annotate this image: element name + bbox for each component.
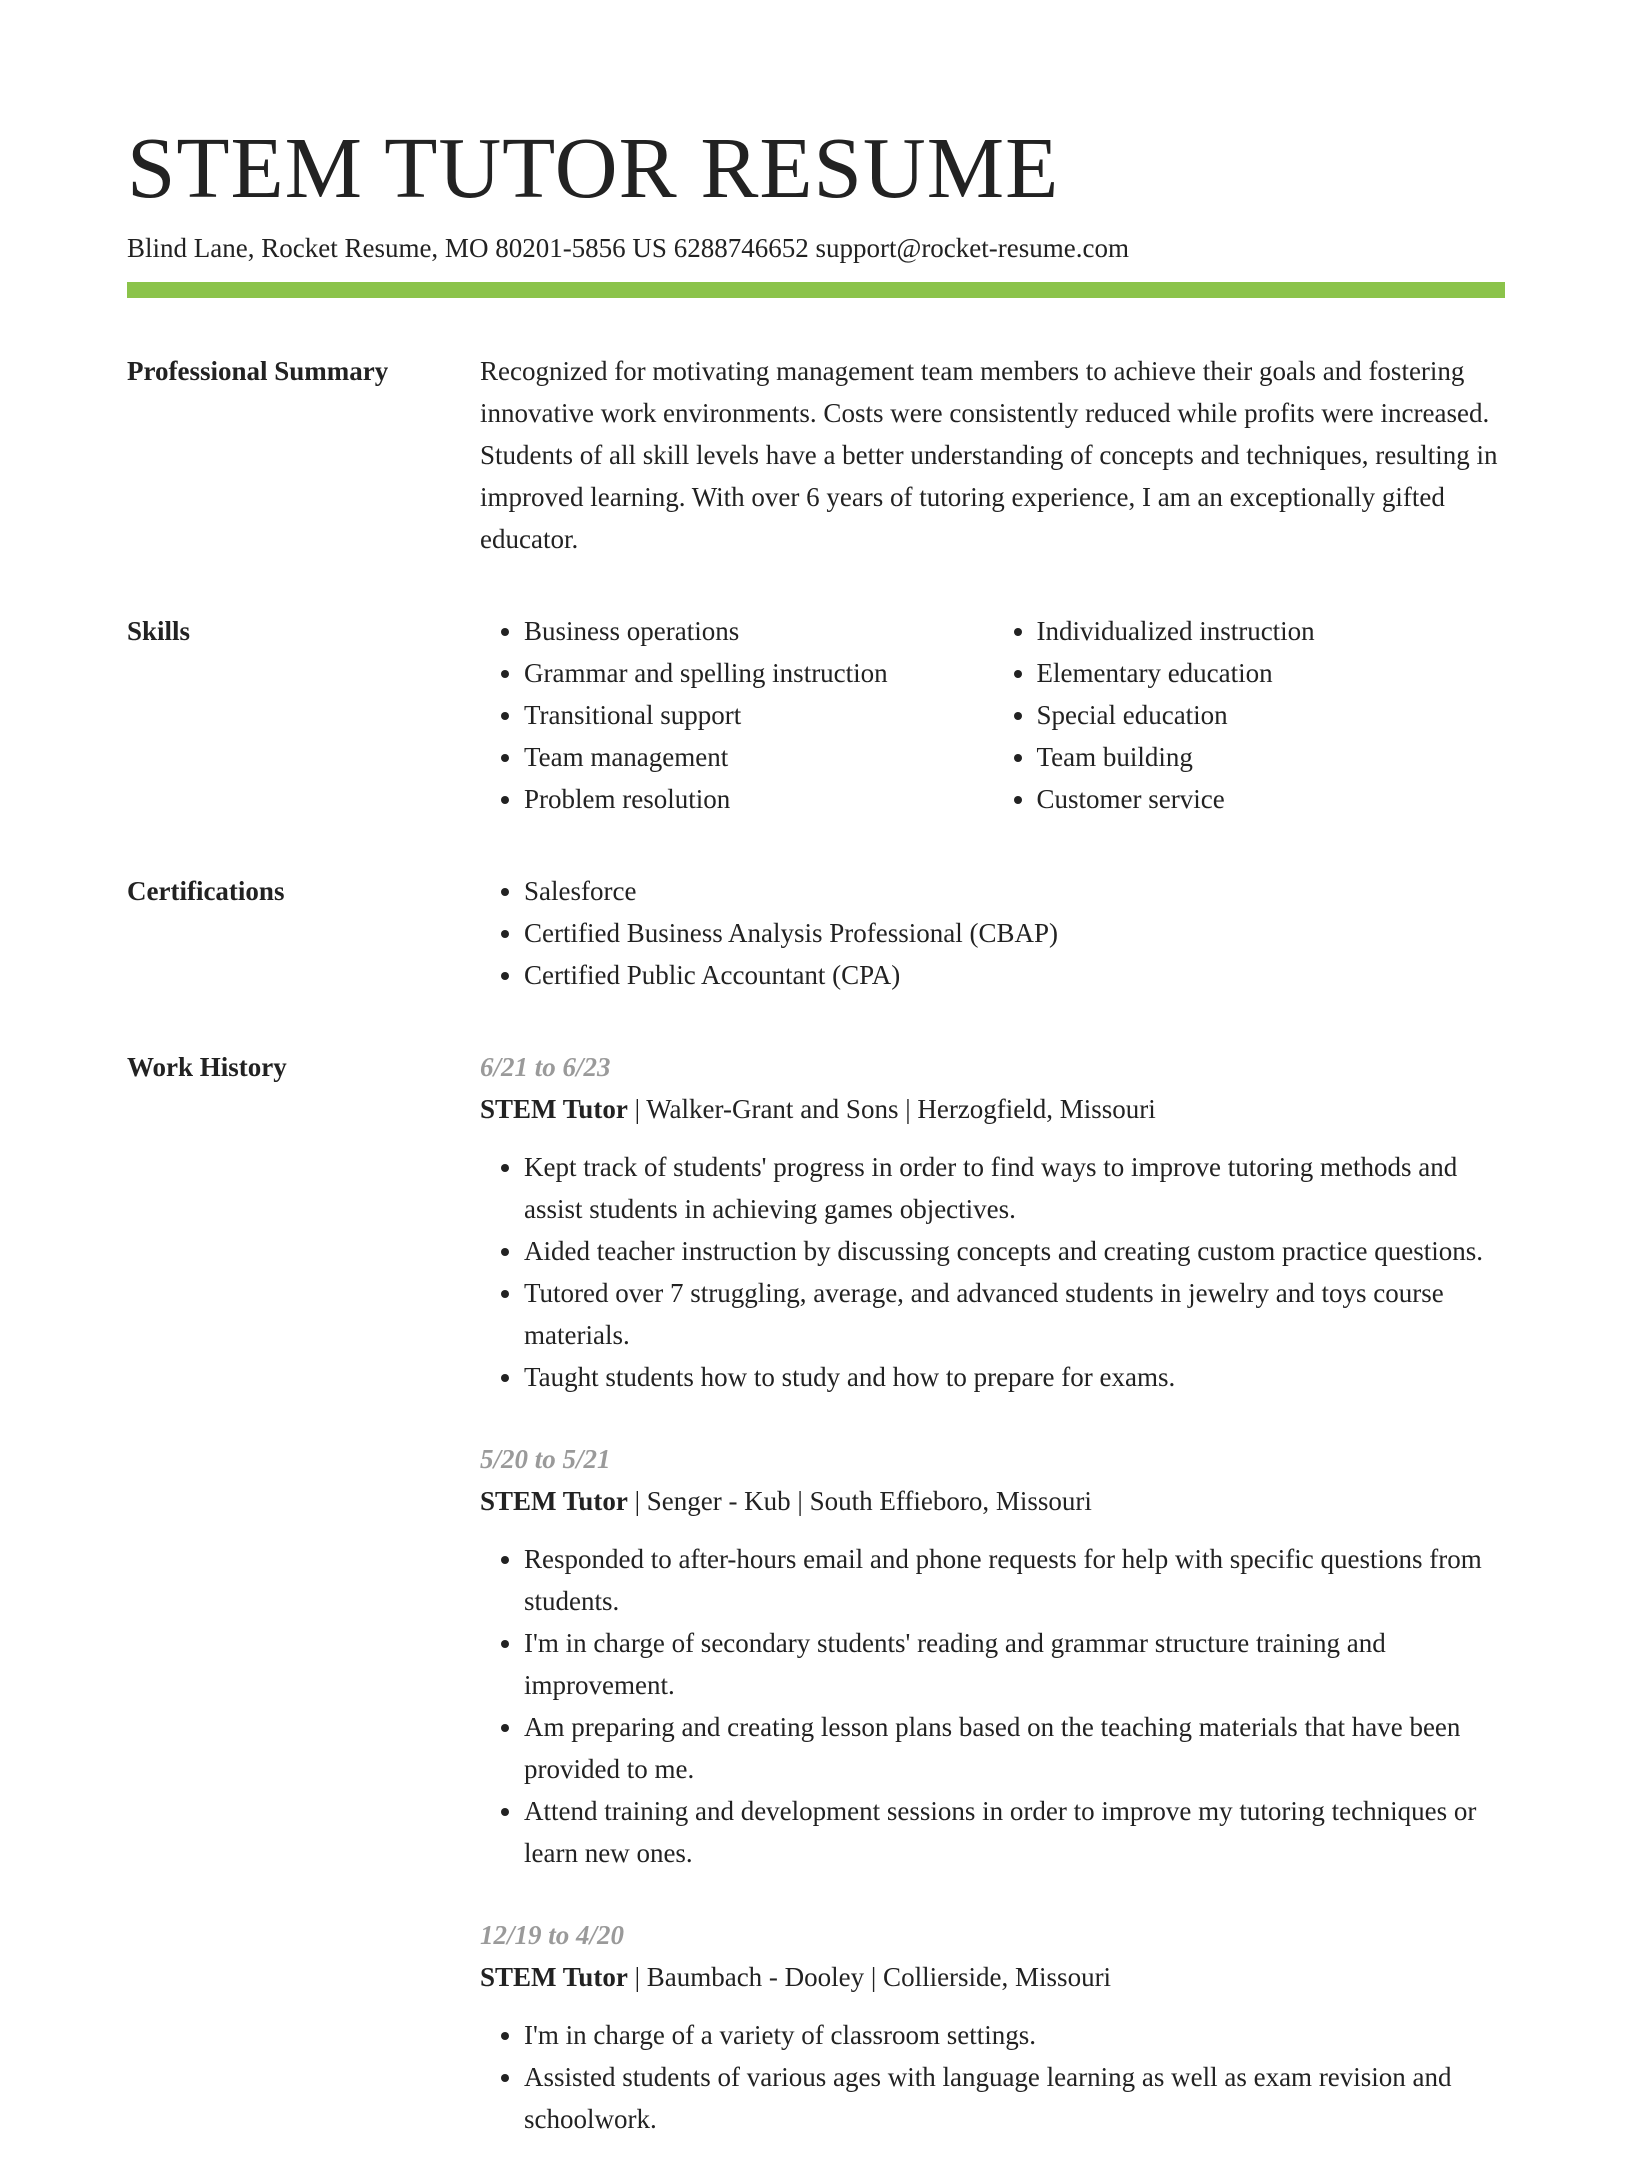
section-label: Work History: [127, 1052, 287, 1082]
job-bullet: • Tutored over 7 struggling, average, and advanced students in jewelry and toys course materials.: [524, 1272, 1505, 1356]
job-bullet: • Am preparing and creating lesson plans based on the teaching materials that have been provided to me.: [524, 1706, 1505, 1790]
job-entry: [480, 1438, 1505, 1874]
certifications-list: [480, 870, 1505, 996]
skill-item: • Team building: [1037, 736, 1506, 778]
job-title: STEM Tutor: [480, 1094, 628, 1124]
job-employer: | Baumbach - Dooley | Collierside, Missouri: [627, 1962, 1112, 1992]
skills-list-col2: [993, 610, 1506, 820]
contact-address: Blind Lane, Rocket Resume, MO 80201-5856 US: [127, 233, 667, 263]
skill-item: • Individualized instruction: [1037, 610, 1506, 652]
job-dates: 5/20 to 5/21: [480, 1444, 611, 1474]
job-heading: [480, 1480, 1505, 1522]
job-entry: [480, 1914, 1505, 2140]
summary-section: [127, 350, 1505, 560]
job-bullets: [480, 2014, 1505, 2140]
job-bullet: • Assisted students of various ages with language learning as well as exam revision and schoolwork.: [524, 2056, 1505, 2140]
certification-item: • Salesforce: [524, 870, 1505, 912]
contact-phone: 6288746652: [673, 233, 809, 263]
job-title: STEM Tutor: [480, 1486, 628, 1516]
section-label: Professional Summary: [127, 356, 389, 386]
job-entry: [480, 1046, 1505, 1398]
job-heading: [480, 1956, 1505, 1998]
job-bullet: • Taught students how to study and how to prepare for exams.: [524, 1356, 1505, 1398]
skill-item: • Special education: [1037, 694, 1506, 736]
job-bullets: [480, 1538, 1505, 1874]
job-bullet: • I'm in charge of secondary students' reading and grammar structure training and improvement.: [524, 1622, 1505, 1706]
contact-line: [127, 230, 1505, 266]
skill-item: • Customer service: [1037, 778, 1506, 820]
skill-item: • Elementary education: [1037, 652, 1506, 694]
job-bullet: • I'm in charge of a variety of classroom settings.: [524, 2014, 1505, 2056]
skills-section: [127, 610, 1505, 820]
section-label: Certifications: [127, 876, 285, 906]
job-employer: | Senger - Kub | South Effieboro, Missouri: [627, 1486, 1092, 1516]
certification-item: • Certified Public Accountant (CPA): [524, 954, 1505, 996]
job-title: STEM Tutor: [480, 1962, 628, 1992]
job-bullet: • Attend training and development sessions in order to improve my tutoring techniques or learn new ones.: [524, 1790, 1505, 1874]
job-bullet: • Responded to after-hours email and phone requests for help with specific questions from students.: [524, 1538, 1505, 1622]
skill-item: • Transitional support: [524, 694, 993, 736]
job-employer: | Walker-Grant and Sons | Herzogfield, Missouri: [627, 1094, 1156, 1124]
resume-title: STEM TUTOR RESUME: [127, 119, 1060, 216]
header-divider: [127, 282, 1505, 298]
skill-item: • Problem resolution: [524, 778, 993, 820]
work-history-section: [127, 1046, 1505, 2180]
skill-item: • Grammar and spelling instruction: [524, 652, 993, 694]
section-label: Skills: [127, 616, 191, 646]
job-heading: [480, 1088, 1505, 1130]
summary-text: Recognized for motivating management team members to achieve their goals and fostering innovative work environments. Costs were consistently reduced while profits were increased. Students of all skill levels have a better understanding of concepts and techniques, resulting in improved learning. With over 6 years of tutoring experience, I am an exceptionally gifted educator.: [480, 356, 1498, 554]
job-dates: 12/19 to 4/20: [480, 1920, 625, 1950]
job-dates: 6/21 to 6/23: [480, 1052, 611, 1082]
job-bullet: • Kept track of students' progress in order to find ways to improve tutoring methods and assist students in achieving games objectives.: [524, 1146, 1505, 1230]
job-bullets: [480, 1146, 1505, 1398]
certification-item: • Certified Business Analysis Professional (CBAP): [524, 912, 1505, 954]
skill-item: • Team management: [524, 736, 993, 778]
skill-item: • Business operations: [524, 610, 993, 652]
contact-email: support@rocket-resume.com: [815, 233, 1129, 263]
skills-list-col1: [480, 610, 993, 820]
certifications-section: [127, 870, 1505, 996]
job-bullet: • Aided teacher instruction by discussing concepts and creating custom practice questions.: [524, 1230, 1505, 1272]
